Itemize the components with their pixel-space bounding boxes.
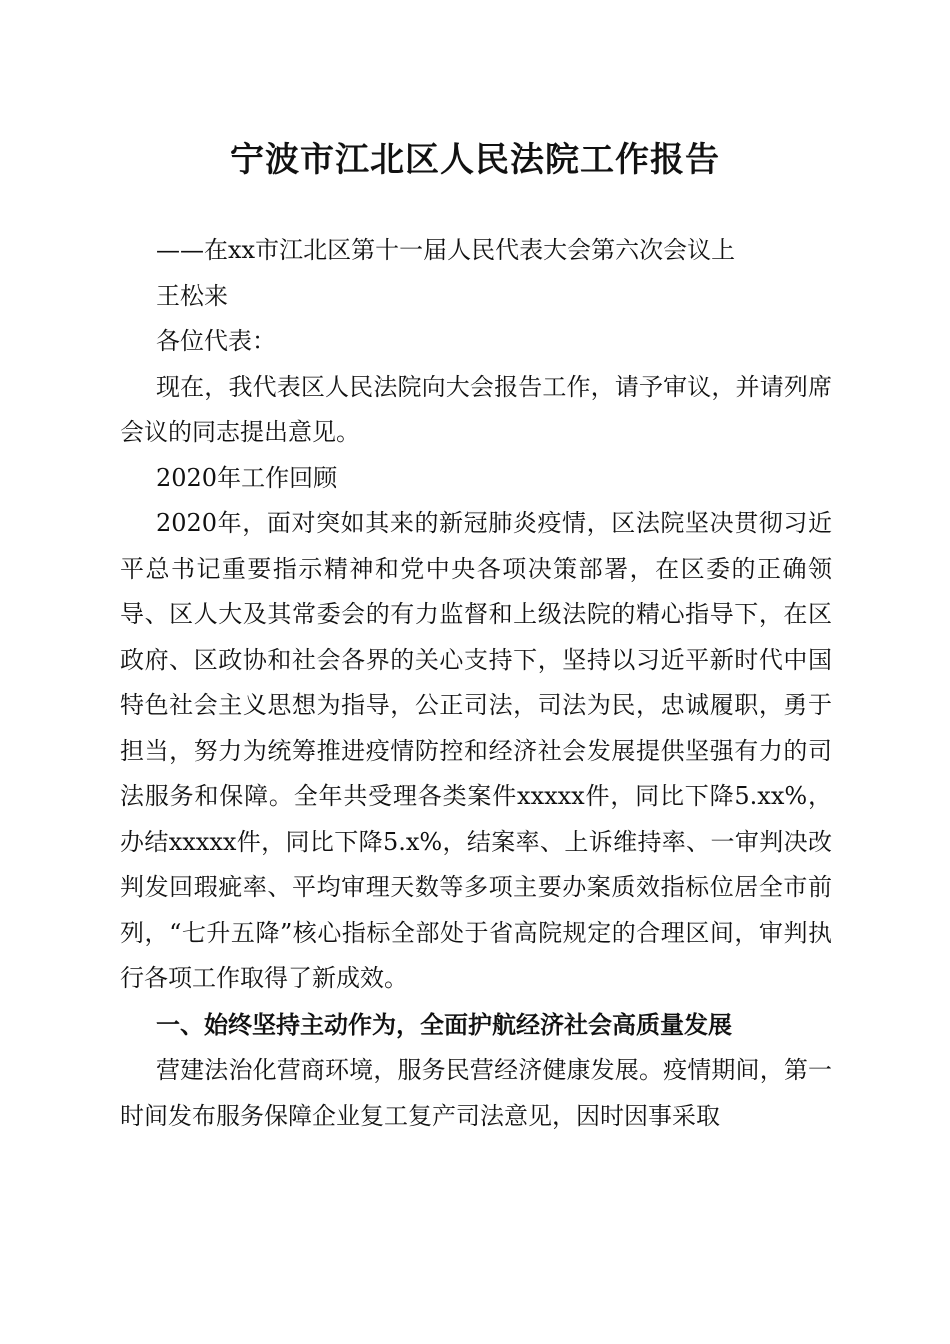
document-title: 宁波市江北区人民法院工作报告 [230, 140, 720, 180]
section-one-paragraph: 营建法治化营商环境，服务民营经济健康发展。疫情期间，第一时间发布服务保障企业复工复产司法意见，因时因事采取 [120, 1056, 832, 1130]
salutation-line: 各位代表： [156, 327, 276, 355]
section-review-heading: 2020年工作回顾 [156, 463, 338, 492]
document-body [120, 228, 832, 1139]
section-one-heading: 一、始终坚持主动作为，全面护航经济社会高质量发展 [156, 1010, 732, 1039]
review-paragraph: 2020年，面对突如其来的新冠肺炎疫情，区法院坚决贯彻习近平总书记重要指示精神和党中央各项决策部署，在区委的正确领导、区人大及其常委会的有力监督和上级法院的精心指导下，在区政府、区政协和社会各界的关心支持下，坚持以习近平新时代中国特色社会主义思想为指导，公正司法，司法为民，忠诚履职，勇于担当，努力为统筹推进疫情防控和经济社会发展提供坚强有力的司法服务和保障。全年共受理各类案件xxxxx件，同比下降5.xx%，办结xxxxx件，同比下降5.x%，结案率、上诉维持率、一审判决改判发回瑕疵率、平均审理天数等多项主要办案质效指标位居全市前列，“七升五降”核心指标全部处于省高院规定的合理区间，审判执行各项工作取得了新成效。 [120, 509, 832, 992]
author-line: 王松来 [156, 281, 228, 310]
intro-paragraph: 现在，我代表区人民法院向大会报告工作，请予审议，并请列席会议的同志提出意见。 [120, 372, 832, 446]
subtitle-line: ——在xx市江北区第十一届人民代表大会第六次会议上 [156, 236, 736, 264]
